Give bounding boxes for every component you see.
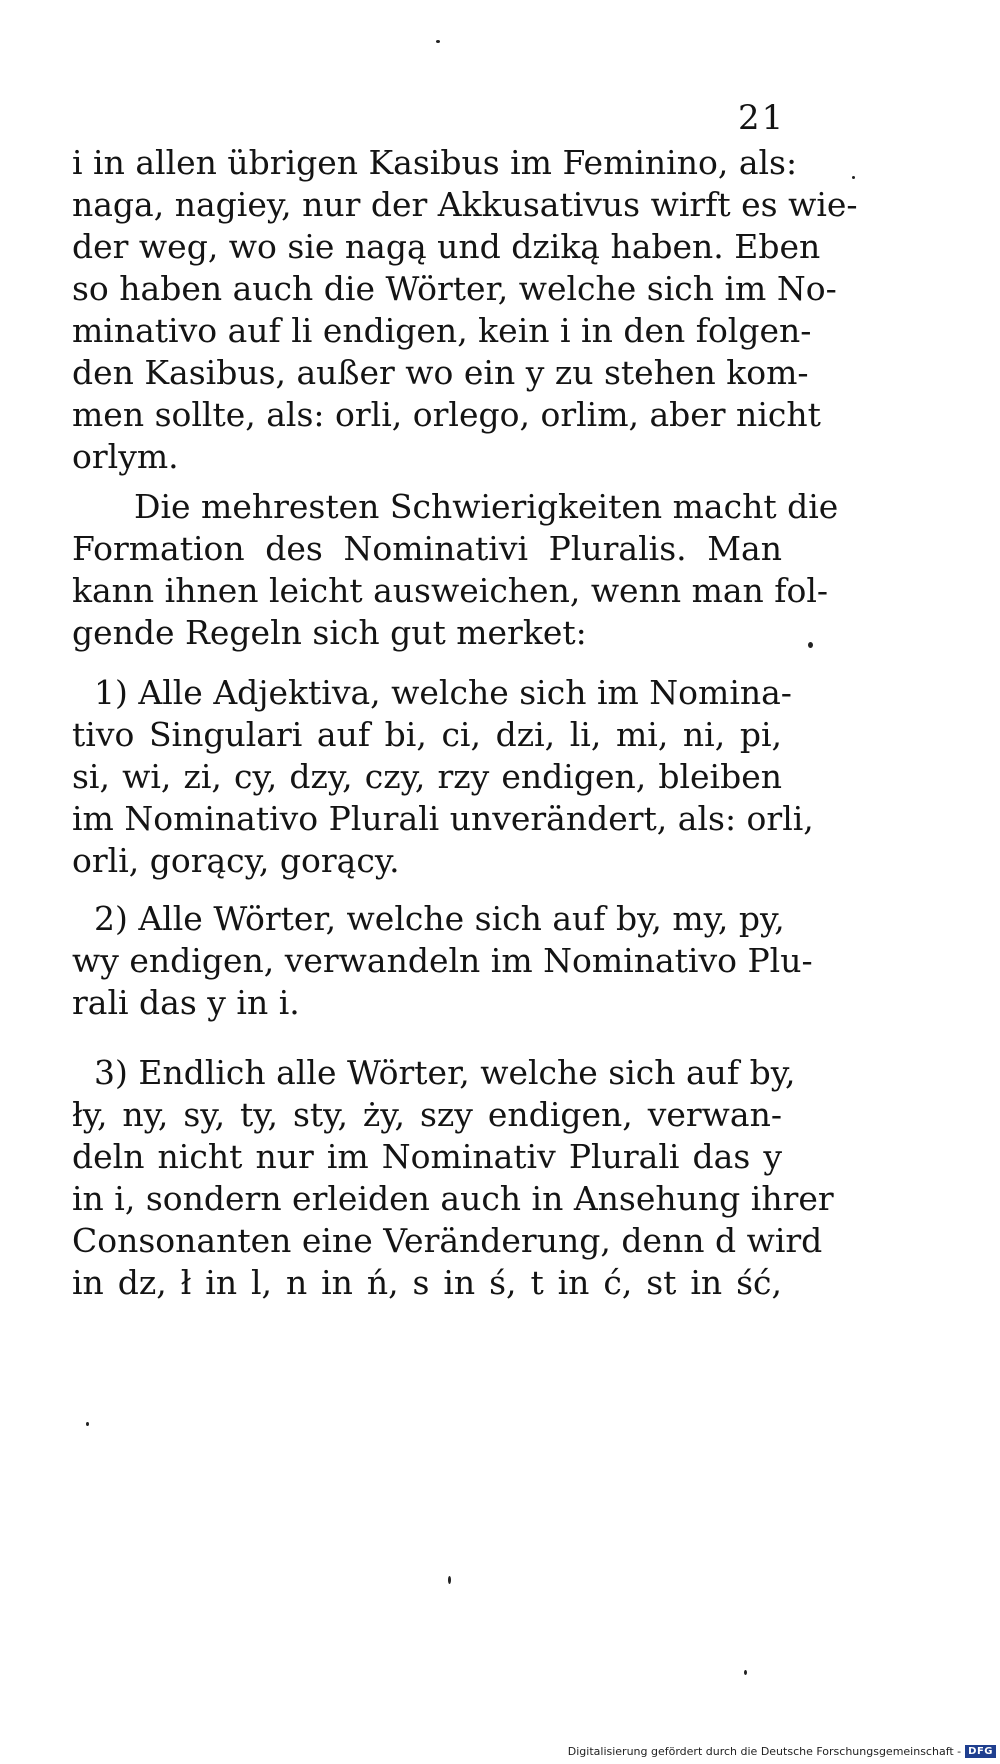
text-line: in dz, ł in l, n in ń, s in ś, t in ć, st in ść, bbox=[72, 1263, 782, 1302]
scan-speck bbox=[436, 40, 440, 43]
text-line: kann ihnen leicht ausweichen, wenn man fol- bbox=[72, 571, 829, 610]
paragraph-nominative-plural-intro bbox=[72, 486, 839, 654]
text-line: si, wi, zi, cy, dzy, czy, rzy endigen, bleiben bbox=[72, 757, 782, 796]
text-line: der weg, wo sie nagą und dziką haben. Eben bbox=[72, 227, 821, 266]
text-line: in i, sondern erleiden auch in Ansehung ihrer bbox=[72, 1179, 834, 1218]
text-line: minativo auf li endigen, kein i in den folgen- bbox=[72, 311, 812, 350]
text-line: Die mehresten Schwierigkeiten macht die bbox=[134, 487, 839, 526]
text-line: Formation des Nominativi Pluralis. Man bbox=[72, 529, 782, 568]
rule-2 bbox=[72, 898, 813, 1024]
text-line: im Nominativo Plurali unverändert, als: orli, bbox=[72, 799, 814, 838]
text-line: gende Regeln sich gut merket: bbox=[72, 613, 587, 652]
text-line: orlym. bbox=[72, 437, 179, 476]
scan-speck bbox=[808, 642, 813, 648]
text-line: den Kasibus, außer wo ein y zu stehen kom- bbox=[72, 353, 809, 392]
rule-1 bbox=[72, 672, 814, 882]
page-number: 21 bbox=[738, 98, 786, 138]
text-line: orli, gorący, gorący. bbox=[72, 841, 400, 880]
paragraph-declension-continued bbox=[72, 142, 858, 478]
rule-3 bbox=[72, 1052, 834, 1304]
text-line: 1) Alle Adjektiva, welche sich im Nomina- bbox=[94, 673, 792, 712]
text-line: i in allen übrigen Kasibus im Feminino, als: bbox=[72, 143, 798, 182]
digitization-footer bbox=[568, 1745, 996, 1758]
scan-speck bbox=[744, 1670, 747, 1675]
footer-text: Digitalisierung gefördert durch die Deutsche Forschungsgemeinschaft - bbox=[567, 1745, 962, 1758]
text-line: ły, ny, sy, ty, sty, ży, szy endigen, verwan- bbox=[72, 1095, 782, 1134]
text-line: men sollte, als: orli, orlego, orlim, aber nicht bbox=[72, 395, 821, 434]
scan-speck bbox=[852, 176, 855, 179]
text-line: 2) Alle Wörter, welche sich auf by, my, py, bbox=[94, 899, 785, 938]
text-line: rali das y in i. bbox=[72, 983, 300, 1022]
text-line: deln nicht nur im Nominativ Plurali das y bbox=[72, 1137, 782, 1176]
text-line: Consonanten eine Veränderung, denn d wird bbox=[72, 1221, 823, 1260]
text-line: so haben auch die Wörter, welche sich im No- bbox=[72, 269, 837, 308]
dfg-logo: DFG bbox=[965, 1745, 996, 1758]
scan-speck bbox=[86, 1422, 89, 1426]
text-line: 3) Endlich alle Wörter, welche sich auf by, bbox=[94, 1053, 796, 1092]
scan-speck bbox=[448, 1576, 451, 1584]
text-line: naga, nagiey, nur der Akkusativus wirft es wie- bbox=[72, 185, 858, 224]
text-line: wy endigen, verwandeln im Nominativo Plu- bbox=[72, 941, 813, 980]
text-line: tivo Singulari auf bi, ci, dzi, li, mi, ni, pi, bbox=[72, 715, 782, 754]
